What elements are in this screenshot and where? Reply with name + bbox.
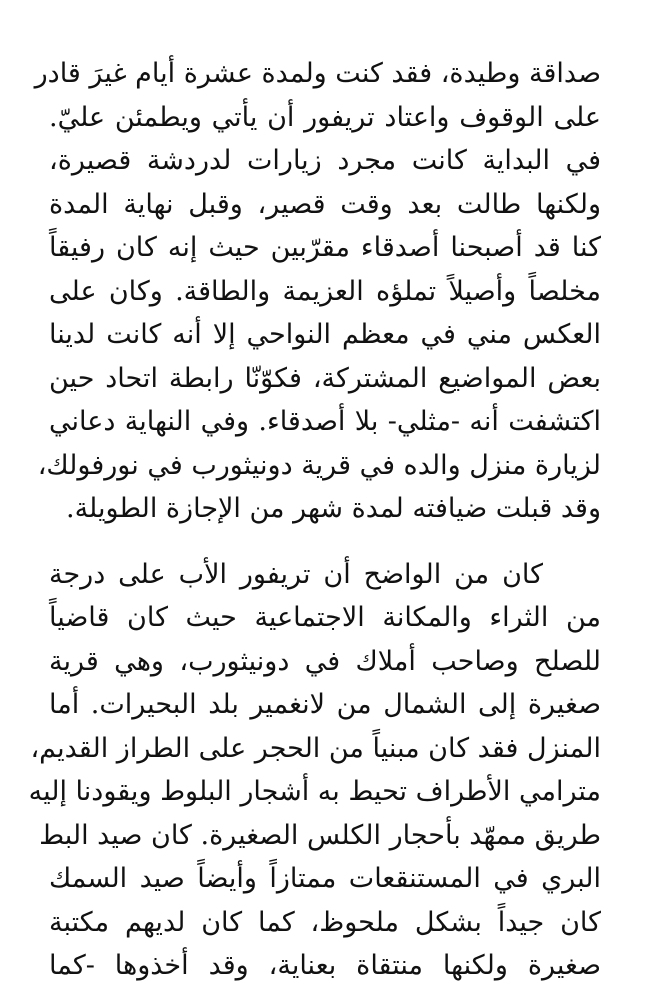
text-line: وقد قبلت ضيافته لمدة شهر من الإجازة الطويلة.: [65, 493, 601, 524]
text-line: البري في المستنقعات ممتازاً وأيضاً صيد السمك: [49, 863, 601, 894]
text-line: كنا قد أصبحنا أصدقاء مقرّبين حيث إنه كان رفيقاً: [49, 232, 601, 263]
text-line: اكتشفت أنه -مثلي- بلا أصدقاء. وفي النهاية دعاني: [49, 406, 601, 437]
text-line: لزيارة منزل والده في قرية دونيثورب في نورفولك،: [37, 449, 601, 481]
text-line: ولكنها طالت بعد وقت قصير، وقبل نهاية المدة: [49, 188, 601, 220]
paragraph-2: [28, 553, 601, 988]
text-line: مترامي الأطراف تحيط به أشجار البلوط ويقودنا إليه: [28, 776, 601, 807]
text-line: كان جيداً بشكل ملحوظ، كما كان لديهم مكتبة: [49, 906, 601, 938]
text-line: صغيرة ولكنها منتقاة بعناية، وقد أخذوها -كما: [49, 950, 601, 981]
text-line: صغيرة إلى الشمال من لانغمير بلد البحيرات. أما: [49, 689, 601, 720]
text-line: في البداية كانت مجرد زيارات لدردشة قصيرة،: [49, 145, 601, 176]
text-line: على الوقوف واعتاد تريفور أن يأتي ويطمئن عليّ.: [49, 101, 601, 133]
text-line: كان من الواضح أن تريفور الأب على درجة: [49, 558, 543, 590]
text-line: بعض المواضيع المشتركة، فكوّنّا رابطة اتحاد حين: [49, 362, 601, 394]
paragraph-1: [34, 52, 601, 531]
text-line: صداقة وطيدة، فقد كنت ولمدة عشرة أيام غيرَ قادر: [34, 58, 601, 89]
text-line: طريق ممهّد بأحجار الكلس الصغيرة. كان صيد البط: [39, 819, 601, 851]
text-line: المنزل فقد كان مبنياً من الحجر على الطراز القديم،: [30, 732, 601, 764]
text-line: العكس مني في معظم النواحي إلا أنه كانت لدينا: [49, 319, 601, 350]
text-line: من الثراء والمكانة الاجتماعية حيث كان قاضياً: [49, 602, 601, 633]
text-line: للصلح وصاحب أملاك في دونيثورب، وهي قرية: [49, 645, 601, 677]
text-line: مخلصاً وأصيلاً تملؤه العزيمة والطاقة. وكان على: [49, 275, 601, 307]
